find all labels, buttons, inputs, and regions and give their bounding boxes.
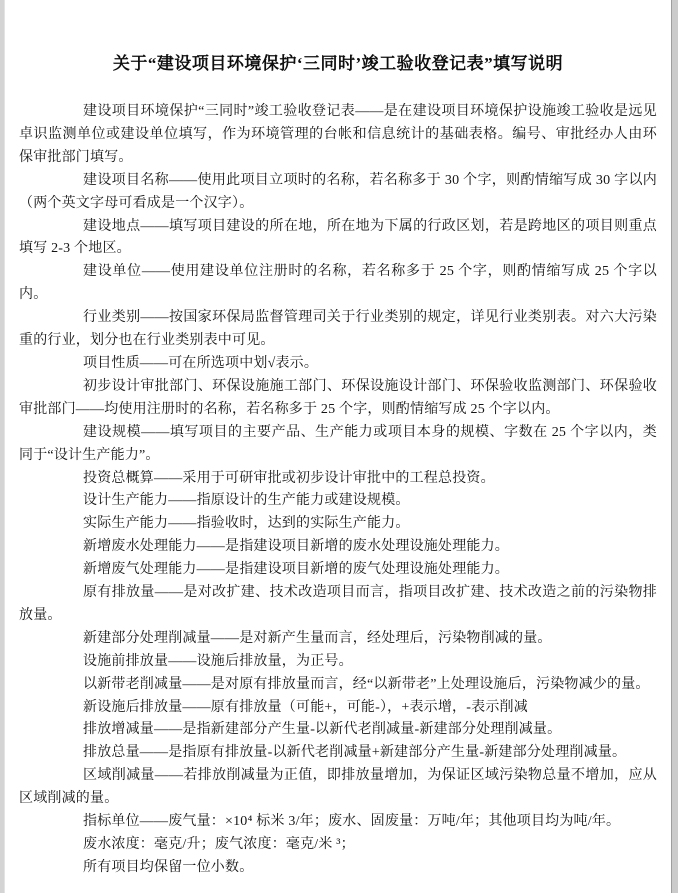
window-left-edge (0, 0, 5, 893)
paragraph: 建设项目环境保护“三同时”竣工验收登记表——是在建设项目环境保护设施竣工验收是远见卓识监测单位或建设单位填写，作为环境管理的台帐和信息统计的基础表格。编号、审批经办人由环保审批部门填写。 (19, 104, 657, 165)
paragraph: 新设施后排放量——原有排放量（可能+，可能-），+表示增，-表示削减 (83, 699, 528, 715)
page-content (19, 0, 657, 880)
paragraph: 设施前排放量——设施后排放量，为正号。 (83, 653, 353, 669)
paragraph: 建设项目名称——使用此项目立项时的名称，若名称多于 30 个字，则酌情缩写成 30 字以内（两个英文字母可看成是一个汉字）。 (19, 172, 657, 211)
paragraph: 项目性质——可在所选项中划√表示。 (83, 355, 319, 371)
paragraph: 排放增减量——是指新建部分产生量-以新代老削减量-新建部分处理削减量。 (83, 722, 562, 738)
paragraph: 废水浓度：毫克/升；废气浓度：毫克/米 ³； (83, 837, 355, 852)
paragraph: 新增废水处理能力——是指建设项目新增的废水处理设施处理能力。 (83, 539, 509, 555)
paragraph: 行业类别——按国家环保局监督管理司关于行业类别的规定，详见行业类别表。对六大污染重的行业，划分也在行业类别表中可见。 (19, 310, 657, 349)
window-right-edge (671, 0, 678, 893)
paragraph: 建设规模——填写项目的主要产品、生产能力或项目本身的规模、字数在 25 个字以内，类同于“设计生产能力”。 (19, 424, 657, 463)
paragraph: 新增废气处理能力——是指建设项目新增的废气处理设施处理能力。 (83, 562, 509, 578)
paragraph: 初步设计审批部门、环保设施施工部门、环保设施设计部门、环保验收监测部门、环保验收审批部门——均使用注册时的名称，若名称多于 25 个字，则酌情缩写成 25 个字以内。 (19, 378, 657, 417)
paragraph: 指标单位——废气量：×10⁴ 标米 3/年；废水、固废量：万吨/年；其他项目均为吨/年。 (83, 814, 621, 830)
paragraph: 原有排放量——是对改扩建、技术改造项目而言，指项目改扩建、技术改造之前的污染物排放量。 (19, 585, 657, 623)
paragraph: 以新带老削减量——是对原有排放量而言，经“以新带老”上处理设施后，污染物减少的量。 (83, 676, 650, 692)
paragraph: 设计生产能力——指原设计的生产能力或建设规模。 (83, 493, 410, 509)
paragraph: 区域削减量——若排放削减量为正值，即排放量增加，为保证区域污染物总量不增加，应从区域削减的量。 (19, 768, 657, 807)
paragraph: 建设地点——填写项目建设的所在地，所在地为下属的行政区划，若是跨地区的项目则重点填写 2-3 个地区。 (19, 218, 657, 257)
paragraph: 实际生产能力——指验收时，达到的实际生产能力。 (83, 516, 410, 532)
document-title: 关于“建设项目环境保护‘三同时’竣工验收登记表”填写说明 (112, 54, 564, 73)
paragraph: 建设单位——使用建设单位注册时的名称，若名称多于 25 个字，则酌情缩写成 25 个字以内。 (19, 264, 657, 303)
document-body (19, 101, 657, 880)
paragraph: 排放总量——是指原有排放量-以新代老削减量+新建部分产生量-新建部分处理削减量。 (83, 745, 627, 761)
paragraph: 新建部分处理削减量——是对新产生量而言，经处理后，污染物削减的量。 (83, 630, 552, 646)
paragraph: 所有项目均保留一位小数。 (83, 859, 254, 875)
paragraph: 投资总概算——采用于可研审批或初步设计审批中的工程总投资。 (83, 470, 495, 486)
